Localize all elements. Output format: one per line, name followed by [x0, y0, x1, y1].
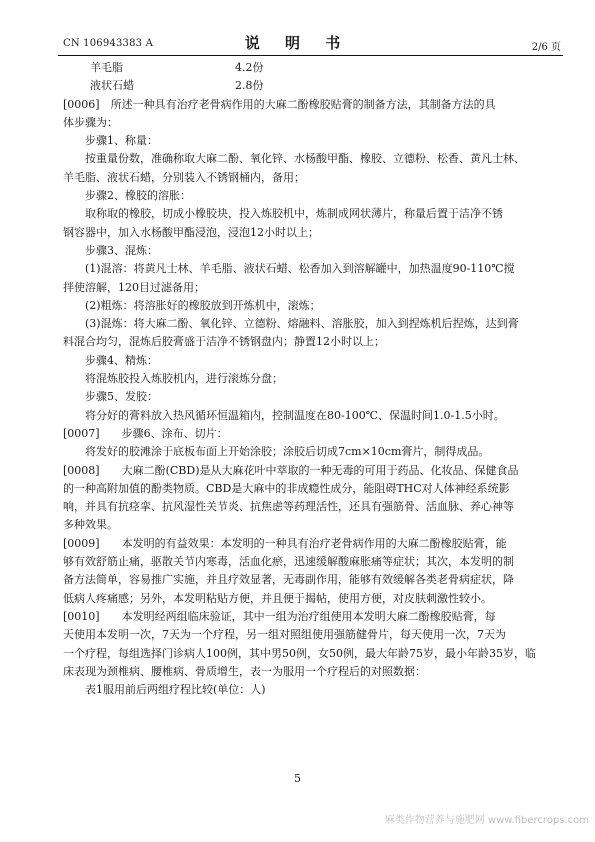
text-line: 一个疗程，每组选择门诊病人100例，其中男50例，女50例，最大年龄75岁，最小年龄35岁，临	[63, 646, 536, 660]
text-line: 钢容器中，加入水杨酸甲酯浸泡，浸泡12小时以上；	[63, 225, 319, 239]
text-line: 将混炼胶投入炼胶机内，进行滚炼分盘；	[63, 372, 283, 386]
text-line: 步骤2、橡胶的溶胀：	[63, 189, 191, 203]
ingredient-row	[63, 59, 563, 77]
text-line: [0008] 大麻二酚(CBD)是从大麻花叶中萃取的一种无毒的可用于药品、化妆品、保健食品	[63, 463, 519, 477]
text-line: 床表现为颈椎病、腰椎病、骨质增生，表一为服用一个疗程后的对照数据：	[63, 664, 426, 678]
ingredient-name: 羊毛脂	[90, 61, 123, 74]
text-line: 将发好的胶滩涂于底板布面上开始涂胶；涂胶后切成7cm×10cm膏片，制得成品。	[63, 445, 490, 459]
header-divider	[58, 55, 563, 56]
text-line: 备方法简单，容易推广实施，并且疗效显著，无毒副作用，能够有效缓解各类老骨病症状，降	[63, 573, 514, 587]
patent-number: CN 106943383 A	[63, 38, 154, 49]
text-line: (1)混溶：将黄凡士林、羊毛脂、液状石蜡、松香加入到溶解罐中，加热温度90-110℃搅	[63, 262, 515, 276]
text-line: 取称取的橡胶，切成小橡胶块，投入炼胶机中，炼制成网状薄片，称量后置于洁净不锈	[63, 207, 503, 221]
ingredient-name: 液状石蜡	[90, 79, 134, 93]
text-line: (3)混炼：将大麻二酚、氧化锌、立德粉、熔融料、溶胀胶，加入到捏炼机后捏炼，达到膏	[63, 317, 519, 331]
text-line: 的一种高附加值的酚类物质。CBD是大麻中的非成瘾性成分，能阻碍THC对人体神经系统影	[63, 481, 510, 495]
text-line: 料混合均匀，混炼后胶膏盛于洁净不锈钢盘内；静置12小时以上；	[63, 335, 385, 349]
ingredient-row	[63, 77, 563, 95]
text-line: 表1服用前后两组疗程比较(单位：人)	[63, 683, 266, 697]
watermark: 麻类作物营养与施肥网 www.fibercrops.com	[384, 815, 589, 826]
ingredient-amount: 2.8份	[235, 79, 264, 93]
text-line: 步骤3、混炼：	[63, 243, 158, 257]
text-line: [0009] 本发明的有益效果：本发明的一种具有治疗老骨病作用的大麻二酚橡胶贴膏，能	[63, 536, 507, 550]
text-lines	[63, 96, 563, 700]
text-line: (2)粗炼：将溶胀好的橡胶放到开炼机中，滚炼；	[63, 298, 321, 312]
text-line: 天使用本发明一次，7天为一个疗程，另一组对照组使用强筋健骨片，每天使用一次，7天为	[63, 628, 506, 642]
text-line: 响，并具有抗痉挛、抗风湿性关节炎、抗焦虑等药理活性，还具有强筋骨、活血脉、养心神等	[63, 500, 514, 514]
text-line: 多种效果。	[63, 518, 118, 532]
text-line: 够有效舒筋止痛，驱散关节内寒毒，活血化瘀，迅速缓解酸麻胀痛等症状；其次，本发明的制	[63, 555, 514, 569]
text-line: 低病人疼痛感；另外，本发明粘贴方便，并且便于揭帖，使用方便，对皮肤刺激性较小。	[63, 591, 492, 605]
page-indicator: 2/6 页	[531, 42, 561, 53]
text-line: 将分好的膏料放入热风循环恒温箱内，控制温度在80-100℃、保温时间1.0-1.5小时。	[63, 408, 505, 422]
text-line: 步骤4、精炼：	[63, 353, 158, 367]
text-line: 按重量份数，准确称取大麻二酚、氧化锌、水杨酸甲酯、橡胶、立德粉、松香、黄凡士林、	[63, 152, 525, 166]
text-line: 拌使溶解，120目过滤备用；	[63, 280, 205, 294]
text-line: 步骤5、发胶：	[63, 390, 158, 404]
text-line: [0007] 步骤6、涂布、切片：	[63, 426, 228, 440]
text-line: 羊毛脂、液状石蜡，分别装入不锈钢桶内，备用；	[63, 170, 305, 184]
text-line: [0006] 所述一种具有治疗老骨病作用的大麻二酚橡胶贴膏的制备方法，其制备方法的具	[63, 97, 496, 111]
page-number: 5	[294, 772, 301, 785]
document-title: 说 明 书	[244, 34, 351, 52]
text-line: [0010] 本发明经两组临床验证，其中一组为治疗组使用本发明大麻二酚橡胶贴膏，每	[63, 609, 496, 623]
text-line: 步骤1、称量：	[63, 134, 158, 148]
ingredient-amount: 4.2份	[235, 61, 264, 74]
text-line: 体步骤为：	[63, 115, 118, 129]
document-body	[63, 59, 563, 699]
